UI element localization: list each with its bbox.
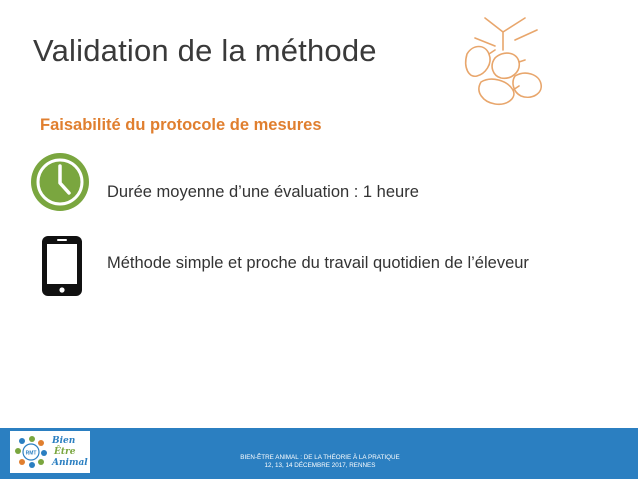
footer-line-2: 12, 13, 14 DÉCEMBRE 2017, RENNES xyxy=(264,462,376,469)
logo-word-2: Être xyxy=(54,447,76,457)
bullet-duration: Durée moyenne d’une évaluation : 1 heure xyxy=(107,183,419,201)
rmt-badge: RMT xyxy=(25,450,37,457)
logo-word-1: Bien xyxy=(52,436,76,446)
rmt-logo-mark-icon xyxy=(10,431,90,473)
smartphone-icon xyxy=(40,234,84,298)
slide-title: Validation de la méthode xyxy=(33,33,377,68)
poultry-sketch-icon xyxy=(455,10,555,120)
bullet-method: Méthode simple et proche du travail quotidien de l’éleveur xyxy=(107,254,529,272)
clock-icon xyxy=(30,152,90,212)
footer-caption xyxy=(200,454,440,470)
section-subtitle: Faisabilité du protocole de mesures xyxy=(40,116,322,134)
rmt-logo xyxy=(10,431,90,473)
footer-line-1: BIEN-ÊTRE ANIMAL : DE LA THÉORIE À LA PRATIQUE xyxy=(240,454,400,461)
logo-word-3: Animal xyxy=(52,458,88,468)
